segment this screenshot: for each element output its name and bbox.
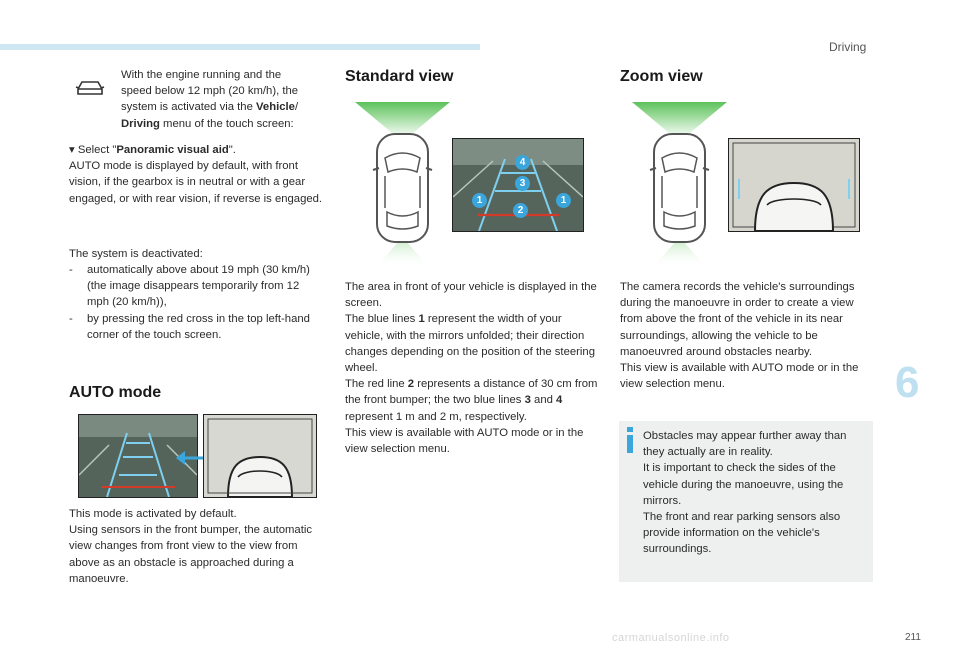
info-icon — [625, 427, 635, 453]
select-instruction: ▾ Select "Panoramic visual aid". AUTO mode is displayed by default, with front vision, if the gearbox is in neutral or with a gear engaged, or with rear vision, if reverse is engaged. — [69, 144, 323, 205]
standard-view-heading: Standard view — [345, 68, 454, 85]
deactivated-list — [69, 262, 324, 343]
info-text: Obstacles may appear further away than they actually are in reality. It is important to check the sides of the vehicle during the manoeuvre, using the mirrors. The front and rear parking sensors also provide information on the vehicle's surroundings. — [643, 430, 847, 556]
car-icon — [74, 78, 106, 98]
list-item: - by pressing the red cross in the top left-hand corner of the touch screen. — [69, 312, 310, 341]
section-label: Driving — [829, 40, 867, 54]
car-top-view-zoom-diagram — [632, 100, 727, 270]
list-item: - automatically above about 19 mph (30 km/h) (the image disappears temporarily from 12 mph (20 km/h)), — [69, 264, 310, 309]
marker-3: 3 — [515, 176, 530, 191]
auto-mode-body: This mode is activated by default. Using sensors in the front bumper, the automatic view changes from front view to the view from above as an obstacle is approached during a manoeuvre. — [69, 508, 313, 585]
standard-view-camera-image — [452, 138, 584, 232]
marker-1-left: 1 — [472, 193, 487, 208]
zoom-view-body: The camera records the vehicle's surroundings during the manoeuvre in order to create a view from above the front of the vehicle in its near surroundings, allowing the vehicle to be manoeuvred around obstacles nearby. This view is available with AUTO mode or in the view selection menu. — [620, 281, 859, 391]
header-accent-bar — [0, 44, 480, 50]
zoom-view-camera-image — [728, 138, 860, 232]
marker-2: 2 — [513, 203, 528, 218]
car-top-view-diagram — [355, 100, 450, 270]
info-box — [619, 421, 873, 582]
auto-mode-zoom-image — [203, 414, 317, 498]
watermark: carmanualsonline.info — [612, 632, 730, 644]
intro-text: With the engine running and the speed below 12 mph (20 km/h), the system is activated via the Vehicle/ Driving menu of the touch screen: — [121, 69, 299, 130]
marker-1-right: 1 — [556, 193, 571, 208]
arrow-bullet-icon: ▾ — [69, 144, 75, 156]
standard-view-body: The area in front of your vehicle is displayed in the screen. The blue lines 1 represent the width of your vehicle, with the mirrors unfolded; their direction changes depending on the position of the steering wheel. The red line 2 represents a distance of 30 cm from the front bumper; the two blue lines 3 and 4 represent 1 m and 2 m, respectively. This view is available with AUTO mode or in the view selection menu. — [345, 281, 598, 456]
auto-mode-heading: AUTO mode — [69, 384, 162, 401]
marker-4: 4 — [515, 155, 530, 170]
deactivated-title: The system is deactivated: — [69, 248, 203, 260]
page-number: 211 — [905, 632, 921, 643]
zoom-view-heading: Zoom view — [620, 68, 703, 85]
chapter-number: 6 — [895, 358, 920, 407]
